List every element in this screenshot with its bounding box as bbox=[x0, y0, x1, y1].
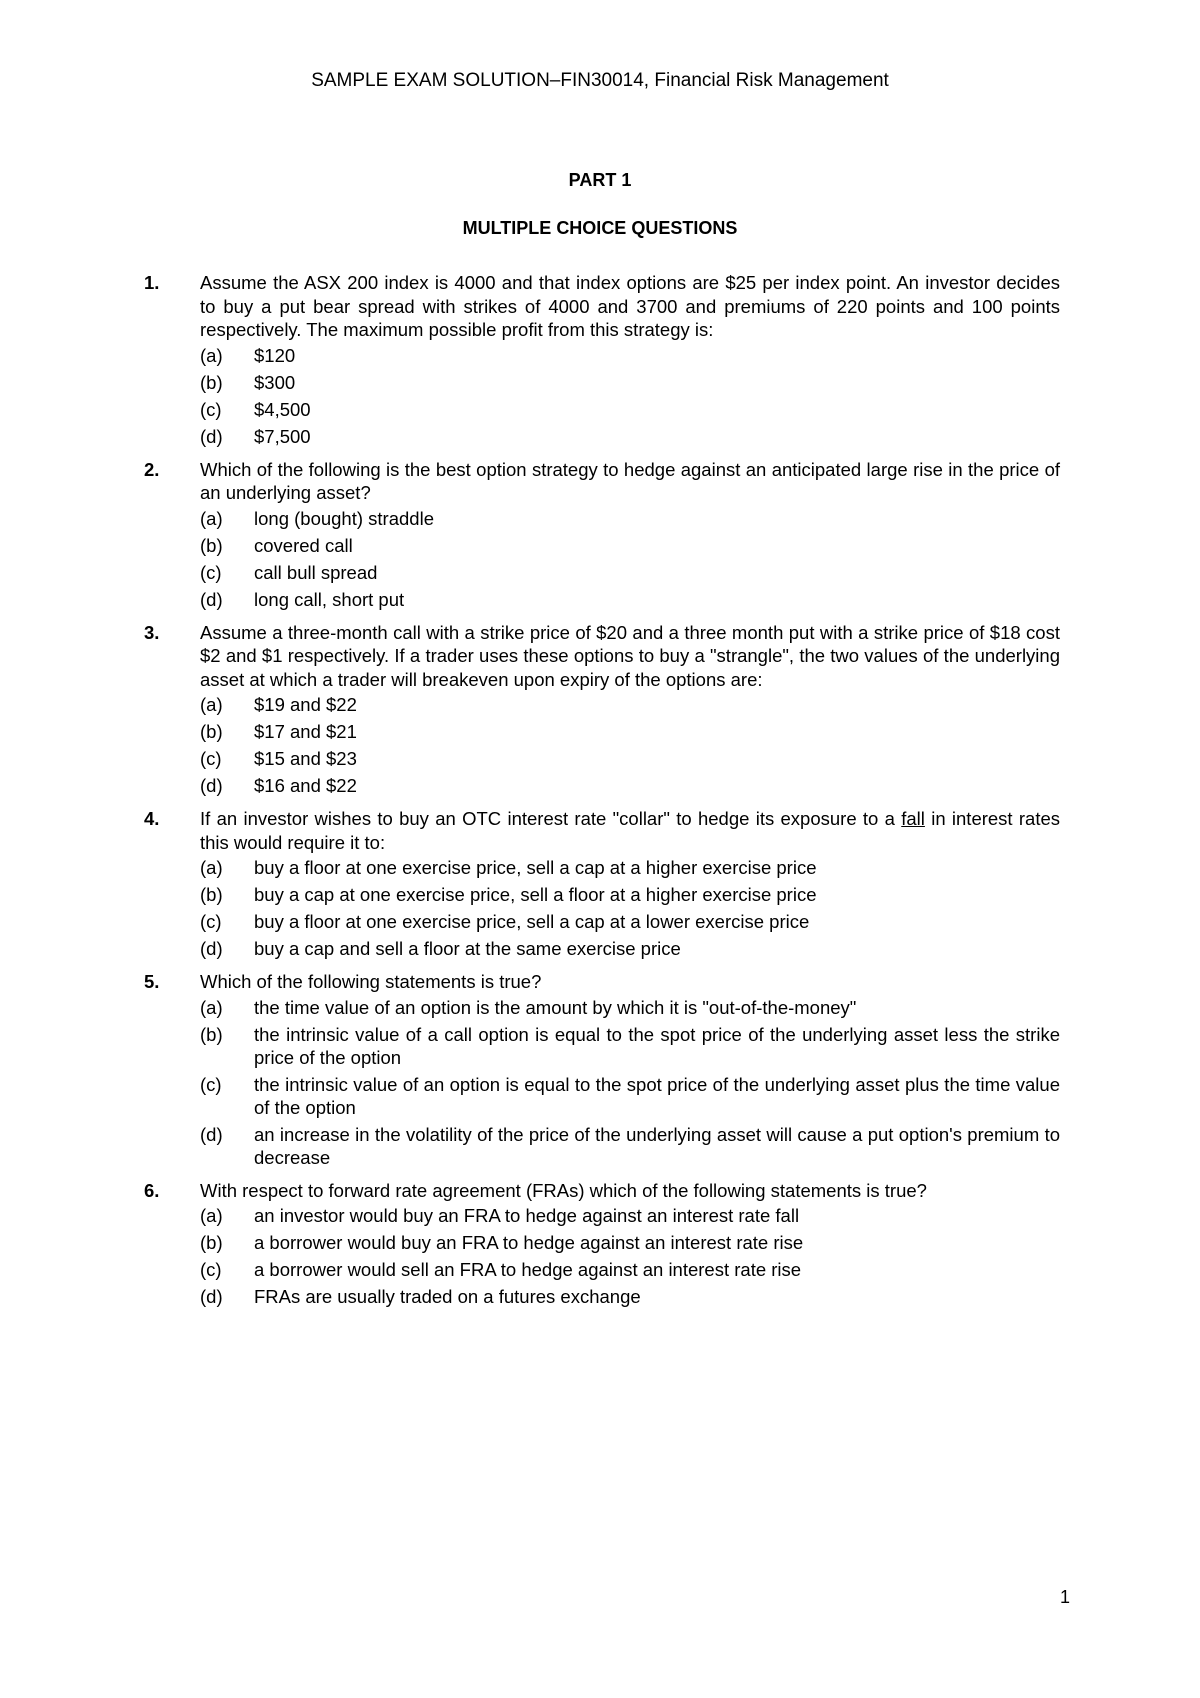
option-text: the intrinsic value of an option is equal to the spot price of the underlying asset plus the time value of the option bbox=[254, 1073, 1060, 1118]
option-text: buy a floor at one exercise price, sell a cap at a lower exercise price bbox=[254, 911, 810, 932]
option-text: the intrinsic value of a call option is equal to the spot price of the underlying asset less the strike price of the option bbox=[254, 1023, 1060, 1068]
option-text: $15 and $23 bbox=[254, 748, 357, 769]
option-text: $7,500 bbox=[254, 425, 311, 447]
option-letter: (c) bbox=[200, 748, 222, 769]
option-text: $19 and $22 bbox=[254, 694, 357, 715]
question-text: With respect to forward rate agreement (FRAs) which of the following statements is true? bbox=[200, 1179, 927, 1201]
option-text: an investor would buy an FRA to hedge against an interest rate fall bbox=[254, 1205, 800, 1226]
option-text: buy a cap at one exercise price, sell a floor at a higher exercise price bbox=[254, 884, 817, 905]
option-letter: (d) bbox=[200, 1123, 223, 1145]
option-text: a borrower would buy an FRA to hedge against an interest rate rise bbox=[254, 1232, 804, 1253]
option-c bbox=[200, 1073, 1060, 1119]
option-c bbox=[200, 561, 1060, 584]
option-list bbox=[200, 344, 1060, 448]
option-text: the time value of an option is the amount by which it is "out-of-the-money" bbox=[254, 996, 857, 1018]
option-letter: (b) bbox=[200, 721, 223, 742]
question-text-end: in interest rates this would require it to: bbox=[200, 808, 1060, 853]
option-list bbox=[200, 996, 1060, 1169]
option-text: long call, short put bbox=[254, 588, 405, 610]
option-text: buy a floor at one exercise price, sell a cap at a higher exercise price bbox=[254, 857, 817, 878]
option-text: FRAs are usually traded on a futures exchange bbox=[254, 1286, 641, 1307]
option-a bbox=[200, 507, 1060, 530]
option-c bbox=[200, 1258, 1060, 1281]
option-letter: (c) bbox=[200, 398, 222, 420]
question-number: 1. bbox=[144, 272, 160, 293]
option-letter: (a) bbox=[200, 507, 223, 529]
option-letter: (c) bbox=[200, 911, 222, 932]
option-d bbox=[200, 425, 1060, 448]
option-list bbox=[200, 693, 1060, 797]
option-letter: (b) bbox=[200, 371, 223, 393]
option-a bbox=[200, 996, 1060, 1019]
option-text: an increase in the volatility of the price of the underlying asset will cause a put option's premium to decrease bbox=[254, 1123, 1060, 1168]
option-list bbox=[200, 1204, 1060, 1308]
page-header: SAMPLE EXAM SOLUTION–FIN30014, Financial Risk Management bbox=[311, 70, 889, 91]
option-d bbox=[200, 1285, 1060, 1308]
option-letter: (b) bbox=[200, 884, 223, 905]
option-c bbox=[200, 910, 1060, 933]
question-text bbox=[200, 807, 1060, 854]
option-list bbox=[200, 856, 1060, 960]
question-number: 5. bbox=[144, 971, 160, 992]
question-text: Which of the following statements is true? bbox=[200, 971, 542, 992]
option-letter: (a) bbox=[200, 694, 223, 715]
option-text: buy a cap and sell a floor at the same exercise price bbox=[254, 938, 681, 959]
option-c bbox=[200, 398, 1060, 421]
question-number: 6. bbox=[144, 1179, 160, 1201]
question-text: Assume the ASX 200 index is 4000 and that index options are $25 per index point. An investor decides to buy a put bear spread with strikes of 4000 and 3700 and premiums of 220 points and 100 points respectively. The maximum possible profit from this strategy is: bbox=[200, 272, 1060, 340]
question-4 bbox=[144, 807, 1060, 960]
part-title: PART 1 bbox=[568, 170, 632, 190]
option-text: a borrower would sell an FRA to hedge against an interest rate rise bbox=[254, 1259, 802, 1280]
option-letter: (b) bbox=[200, 1023, 223, 1045]
option-text: $120 bbox=[254, 344, 296, 366]
option-d bbox=[200, 774, 1060, 797]
section-title: MULTIPLE CHOICE QUESTIONS bbox=[462, 218, 738, 238]
question-2 bbox=[144, 458, 1060, 611]
option-b bbox=[200, 534, 1060, 557]
question-text: Assume a three-month call with a strike price of $20 and a three month put with a strike price of $18 cost $2 and $1 respectively. If a trader uses these options to buy a "strangle", the two values of the underlying asset at which a trader will breakeven upon expiry of the options are: bbox=[200, 621, 1060, 690]
option-letter: (d) bbox=[200, 775, 223, 796]
question-5 bbox=[144, 970, 1060, 1169]
option-b bbox=[200, 1023, 1060, 1069]
option-b bbox=[200, 1231, 1060, 1254]
option-d bbox=[200, 1123, 1060, 1169]
option-text: $17 and $21 bbox=[254, 721, 357, 742]
option-text: $16 and $22 bbox=[254, 775, 357, 796]
option-letter: (a) bbox=[200, 1205, 223, 1226]
option-letter: (d) bbox=[200, 588, 223, 610]
option-letter: (c) bbox=[200, 561, 222, 583]
option-letter: (a) bbox=[200, 996, 223, 1018]
option-text: $4,500 bbox=[254, 398, 311, 420]
question-6 bbox=[144, 1179, 1060, 1309]
option-text: $300 bbox=[254, 371, 296, 393]
question-1 bbox=[144, 271, 1060, 448]
option-b bbox=[200, 371, 1060, 394]
question-number: 2. bbox=[144, 458, 160, 480]
question-text: Which of the following is the best option strategy to hedge against an anticipated large rise in the price of an underlying asset? bbox=[200, 458, 1060, 503]
option-d bbox=[200, 937, 1060, 960]
option-letter: (c) bbox=[200, 1259, 222, 1280]
option-letter: (b) bbox=[200, 1232, 223, 1253]
option-letter: (a) bbox=[200, 344, 223, 366]
option-letter: (d) bbox=[200, 425, 223, 447]
question-list bbox=[144, 271, 1060, 1318]
option-text: long (bought) straddle bbox=[254, 507, 434, 529]
underlined-word: fall bbox=[901, 808, 925, 829]
option-letter: (c) bbox=[200, 1073, 222, 1095]
option-letter: (d) bbox=[200, 1286, 223, 1307]
option-b bbox=[200, 883, 1060, 906]
option-a bbox=[200, 856, 1060, 879]
option-letter: (d) bbox=[200, 938, 223, 959]
option-c bbox=[200, 747, 1060, 770]
question-number: 4. bbox=[144, 808, 160, 829]
question-text-start: If an investor wishes to buy an OTC interest rate "collar" to hedge its exposure to a bbox=[200, 808, 902, 829]
option-letter: (a) bbox=[200, 857, 223, 878]
option-a bbox=[200, 1204, 1060, 1227]
question-number: 3. bbox=[144, 621, 160, 643]
option-text: covered call bbox=[254, 534, 353, 556]
option-d bbox=[200, 588, 1060, 611]
page-number: 1 bbox=[1059, 1587, 1070, 1607]
option-letter: (b) bbox=[200, 534, 223, 556]
option-b bbox=[200, 720, 1060, 743]
option-list bbox=[200, 507, 1060, 611]
option-a bbox=[200, 344, 1060, 367]
question-3 bbox=[144, 621, 1060, 798]
option-a bbox=[200, 693, 1060, 716]
option-text: call bull spread bbox=[254, 561, 378, 583]
